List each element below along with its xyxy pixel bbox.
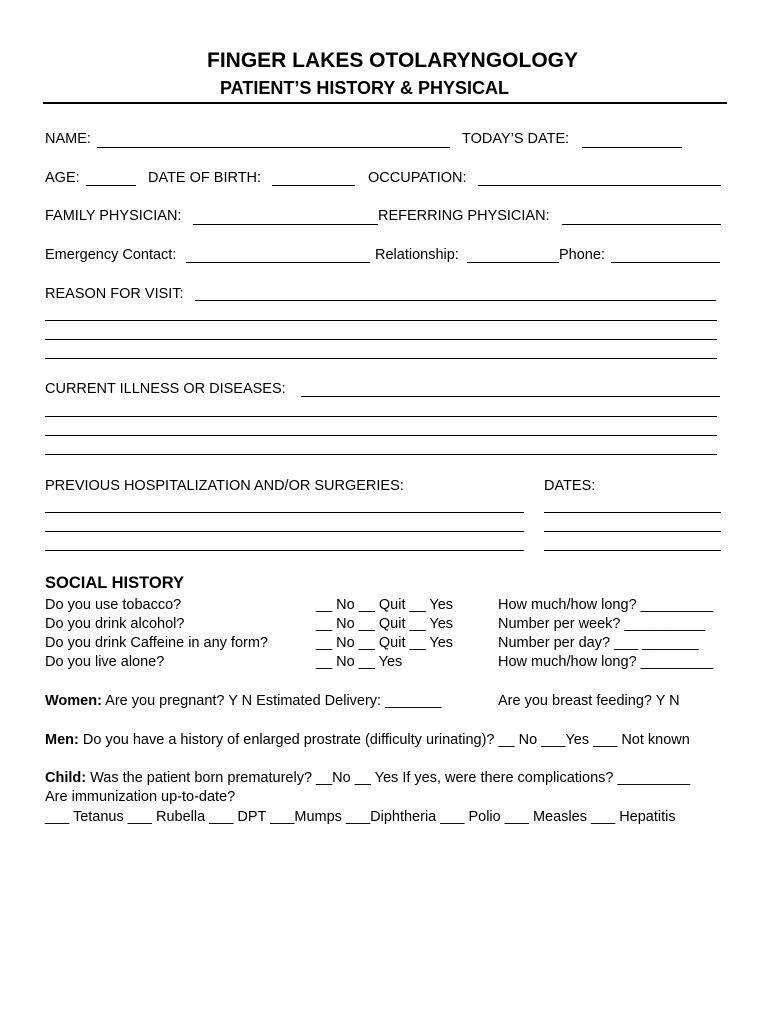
men-prostate-text[interactable]: Do you have a history of enlarged prostrate (difficulty urinating)? __ No ___Yes ___ Not known: [82, 732, 690, 748]
reason-field-line-3[interactable]: [45, 339, 717, 340]
todays-date-field[interactable]: [582, 147, 682, 148]
live-alone-options[interactable]: __ No __ Yes: [316, 654, 403, 670]
child-premature-text[interactable]: Was the patient born prematurely? __No __ Yes If yes, were there complications? _________: [90, 770, 691, 786]
reason-field-line-1[interactable]: [195, 300, 716, 301]
page-subtitle: PATIENT’S HISTORY & PHYSICAL: [220, 78, 510, 98]
family-physician-field[interactable]: [193, 224, 378, 225]
phone-field[interactable]: [611, 262, 720, 263]
child-label: Child:: [45, 770, 87, 786]
age-field[interactable]: [86, 185, 136, 186]
referring-physician-field[interactable]: [562, 224, 721, 225]
occupation-label: OCCUPATION:: [368, 170, 467, 186]
reason-field-line-4[interactable]: [45, 358, 717, 359]
surgery-field-2[interactable]: [45, 531, 524, 532]
name-label: NAME:: [45, 131, 91, 147]
age-label: AGE:: [45, 170, 80, 186]
family-physician-label: FAMILY PHYSICIAN:: [45, 208, 182, 224]
dob-field[interactable]: [272, 185, 355, 186]
caffeine-options[interactable]: __ No __ Quit __ Yes: [316, 635, 454, 651]
reason-field-line-2[interactable]: [45, 320, 717, 321]
women-row: [45, 693, 442, 710]
men-label: Men:: [45, 732, 79, 748]
men-row: [45, 732, 690, 749]
social-history-heading: SOCIAL HISTORY: [45, 574, 185, 592]
page-title: FINGER LAKES OTOLARYNGOLOGY: [207, 49, 579, 72]
illness-field-line-1[interactable]: [301, 396, 720, 397]
illness-field-line-3[interactable]: [45, 435, 717, 436]
alcohol-options[interactable]: __ No __ Quit __ Yes: [316, 616, 454, 632]
vaccine-checklist[interactable]: ___ Tetanus ___ Rubella ___ DPT ___Mumps ___Diphtheria ___ Polio ___ Measles ___ Hepatitis: [45, 809, 676, 825]
surgery-date-field-2[interactable]: [544, 531, 721, 532]
immunization-question: Are immunization up-to-date?: [45, 789, 236, 805]
emergency-contact-label: Emergency Contact:: [45, 247, 177, 263]
women-label: Women:: [45, 693, 102, 709]
alcohol-question: Do you drink alcohol?: [45, 616, 185, 632]
alcohol-followup[interactable]: Number per week? __________: [498, 616, 706, 632]
relationship-label: Relationship:: [375, 247, 459, 263]
surgery-field-3[interactable]: [45, 550, 524, 551]
dob-label: DATE OF BIRTH:: [148, 170, 262, 186]
live-alone-question: Do you live alone?: [45, 654, 165, 670]
dates-label: DATES:: [544, 478, 596, 494]
tobacco-options[interactable]: __ No __ Quit __ Yes: [316, 597, 454, 613]
hospitalization-label: PREVIOUS HOSPITALIZATION AND/OR SURGERIES:: [45, 478, 404, 494]
referring-physician-label: REFERRING PHYSICIAN:: [378, 208, 550, 224]
illness-field-line-2[interactable]: [45, 416, 717, 417]
todays-date-label: TODAY’S DATE:: [462, 131, 570, 147]
illness-label: CURRENT ILLNESS OR DISEASES:: [45, 381, 286, 397]
child-row: [45, 770, 690, 787]
caffeine-question: Do you drink Caffeine in any form?: [45, 635, 268, 651]
illness-field-line-4[interactable]: [45, 454, 717, 455]
surgery-field-1[interactable]: [45, 512, 524, 513]
relationship-field[interactable]: [467, 262, 559, 263]
breast-feeding-text[interactable]: Are you breast feeding? Y N: [498, 693, 680, 709]
reason-label: REASON FOR VISIT:: [45, 286, 184, 302]
tobacco-followup[interactable]: How much/how long? _________: [498, 597, 714, 613]
tobacco-question: Do you use tobacco?: [45, 597, 182, 613]
header-rule: [43, 102, 727, 104]
live-alone-followup[interactable]: How much/how long? _________: [498, 654, 714, 670]
phone-label: Phone:: [559, 247, 605, 263]
caffeine-followup[interactable]: Number per day? ___ _______: [498, 635, 699, 651]
occupation-field[interactable]: [478, 185, 721, 186]
surgery-date-field-1[interactable]: [544, 512, 721, 513]
emergency-contact-field[interactable]: [186, 262, 370, 263]
women-pregnancy-text[interactable]: Are you pregnant? Y N Estimated Delivery: _______: [105, 693, 442, 709]
name-field[interactable]: [97, 147, 450, 148]
surgery-date-field-3[interactable]: [544, 550, 721, 551]
